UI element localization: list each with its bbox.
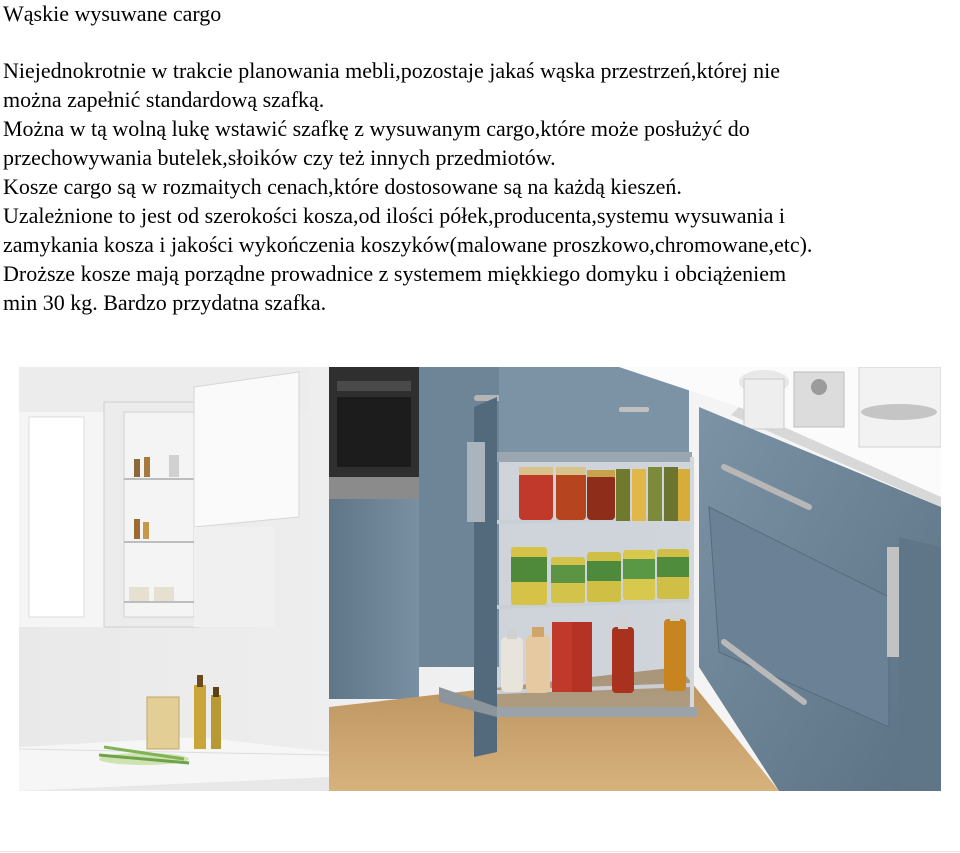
body-line: zamykania kosza i jakości wykończenia koszyków(malowane proszkowo,chromowane,etc). <box>3 232 813 257</box>
body-line: Niejednokrotnie w trakcie planowania mebli,pozostaje jakaś wąska przestrzeń,której nie <box>3 58 781 83</box>
body-line: przechowywania butelek,słoików czy też innych przedmiotów. <box>3 145 556 170</box>
body-line: można zapełnić standardową szafką. <box>3 87 325 112</box>
bottom-divider <box>0 851 960 852</box>
body-line: min 30 kg. Bardzo przydatna szafka. <box>3 290 327 315</box>
page-title: Wąskie wysuwane cargo <box>3 1 222 26</box>
body-line: Kosze cargo są w rozmaitych cenach,które dostosowane są na każdą kieszeń. <box>3 174 682 199</box>
kitchen-cargo-photo <box>19 367 941 791</box>
kitchen-cargo-illustration <box>19 367 941 791</box>
body-line: Uzależnione to jest od szerokości kosza,od ilości półek,producenta,systemu wysuwania i <box>3 203 786 228</box>
body-line: Droższe kosze mają porządne prowadnice z systemem miękkiego domyku i obciążeniem <box>3 261 787 286</box>
body-line: Można w tą wolną lukę wstawić szafkę z wysuwanym cargo,które może posłużyć do <box>3 116 750 141</box>
article-body <box>3 56 953 317</box>
